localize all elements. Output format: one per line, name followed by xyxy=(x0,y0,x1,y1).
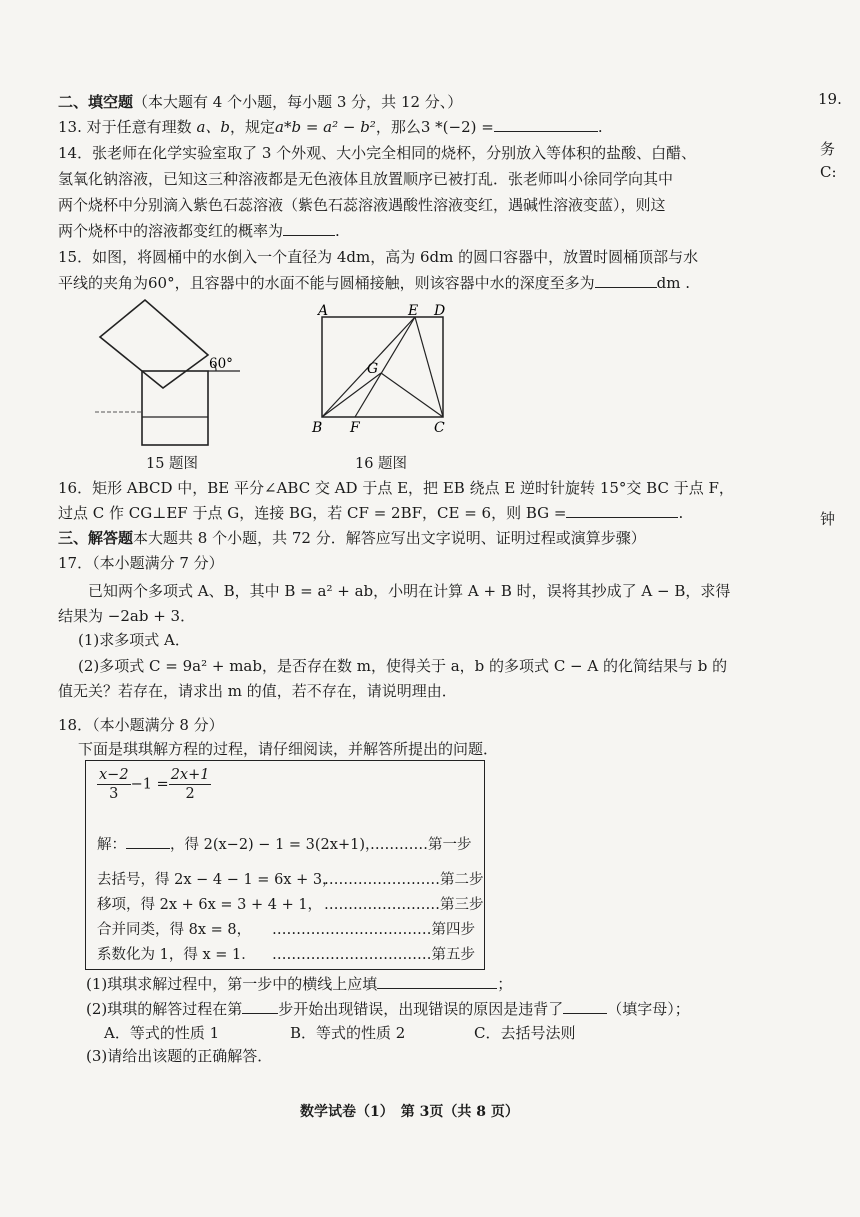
q18-step5-dots: ……………………………第五步 xyxy=(272,947,475,963)
q13-end: . xyxy=(597,118,603,136)
fig15-tilted-barrel xyxy=(100,300,208,388)
q17-line2: 结果为 −2ab + 3． xyxy=(58,607,196,625)
q13-lead: 对于任意有理数 xyxy=(86,118,192,136)
q17-title: 17．（本小题满分 7 分） xyxy=(58,554,224,572)
q18-step1 xyxy=(97,833,379,854)
q18-step4: 合并同类，得 8x = 8， xyxy=(97,922,252,938)
q18-ask2 xyxy=(86,999,690,1019)
fig16-label-E: E xyxy=(408,303,419,319)
figure-16 xyxy=(310,300,460,435)
q18-ask1 xyxy=(86,974,512,994)
fig16-label-A: A xyxy=(318,303,329,319)
q14-end: . xyxy=(335,222,340,240)
q14-answer-blank[interactable] xyxy=(283,221,335,236)
page-footer: 数学试卷（1） 第 3页（共 8 页） xyxy=(300,1104,519,1120)
fig15-container xyxy=(142,371,208,445)
q18-ask1-text: (1)琪琪求解过程中，第一步中的横线上应填 xyxy=(86,975,378,993)
q17-part2-line2: 值无关？若存在，请求出 m 的值，若不存在，请说明理由． xyxy=(58,682,457,700)
q17-part1: (1)求多项式 A． xyxy=(78,631,190,649)
q18-ask2-lead: (2)琪琪的解答过程在第 xyxy=(86,1000,243,1018)
section2-heading-num: 二、填空题 xyxy=(58,93,134,111)
q15-answer-blank[interactable] xyxy=(595,273,657,288)
q14-line2: 氢氧化钠溶液，已知这三种溶液都是无色液体且放置顺序已被打乱．张老师叫小徐同学向其中 xyxy=(58,170,674,188)
q16-line2-text: 过点 C 作 CG⊥EF 于点 G，连接 BG，若 CF = 2BF，CE = 6，则 BG = xyxy=(58,504,567,522)
q18-step3-dots: ……………………第三步 xyxy=(324,897,484,913)
q14-line4-text: 两个烧杯中的溶液都变红的概率为 xyxy=(58,222,284,240)
q13-number: 13. xyxy=(58,118,82,136)
q18-eq-frac-right xyxy=(169,766,212,803)
edge-fragment-low: 钟 xyxy=(820,510,836,528)
q16-line2 xyxy=(58,503,683,523)
q13-rule: a*b = a² − b² xyxy=(275,118,376,136)
q18-step1-lead: 解： xyxy=(97,837,126,853)
q18-eq-mid: −1 = xyxy=(130,776,169,793)
q18-eq-num1: x−2 xyxy=(99,767,129,783)
q15-line2-text: 平线的夹角为60°，且容器中的水面不能与圆桶接触，则该容器中水的深度至多为 xyxy=(58,274,595,292)
q16-answer-blank[interactable] xyxy=(566,503,678,518)
fig16-label-C: C xyxy=(434,420,445,435)
section3-heading xyxy=(58,528,646,548)
q18-eq-den1: 3 xyxy=(109,786,119,802)
q18-step1-eq: ，得 2(x−2) − 1 = 3(2x+1)， xyxy=(170,837,380,853)
q16-end: . xyxy=(678,504,684,522)
q17-line1: 已知两个多项式 A、B，其中 B = a² + ab，小明在计算 A + B 时，误将其抄成了 A − B，求得 xyxy=(88,582,731,600)
fig16-caption: 16 题图 xyxy=(355,456,408,472)
q15-line2 xyxy=(58,273,690,293)
q18-eq-num2: 2x+1 xyxy=(170,767,210,783)
q18-ask2-step-blank[interactable] xyxy=(242,999,278,1014)
section3-heading-num: 三、解答题 xyxy=(58,529,134,547)
q13-vars: a、b xyxy=(196,118,230,136)
q13-expr: 3 *(−2) = xyxy=(420,118,494,136)
q15-unit: dm . xyxy=(656,274,690,292)
section3-heading-rest: 本大题共 8 个小题，共 72 分．解答应写出文字说明、证明过程或演算步骤） xyxy=(133,529,646,547)
edge-fragment-mid2: C: xyxy=(820,163,837,181)
section2-heading xyxy=(58,92,462,112)
figure-15 xyxy=(90,295,270,455)
fig16-seg-BG xyxy=(322,373,381,417)
q18-ask2-letter-blank[interactable] xyxy=(563,999,607,1014)
fig16-label-F: F xyxy=(350,420,360,435)
question-13 xyxy=(58,117,603,137)
q18-option-c: C．去括号法则 xyxy=(474,1024,576,1042)
q18-eq-den2: 2 xyxy=(185,786,195,802)
edge-fragment-top: 19. xyxy=(818,90,842,108)
fig16-label-G: G xyxy=(367,361,379,377)
q14-line3: 两个烧杯中分别滴入紫色石蕊溶液（紫色石蕊溶液遇酸性溶液变红，遇碱性溶液变蓝），则这 xyxy=(58,196,666,214)
q18-intro: 下面是琪琪解方程的过程，请仔细阅读，并解答所提出的问题． xyxy=(78,740,499,758)
fig16-label-D: D xyxy=(434,303,446,319)
q18-option-a: A．等式的性质 1 xyxy=(104,1024,220,1042)
q16-line1: 16．矩形 ABCD 中，BE 平分∠ABC 交 AD 于点 E，把 EB 绕点 E 逆时针旋转 15°交 BC 于点 F， xyxy=(58,479,734,497)
q18-step2-dots: ……………………第二步 xyxy=(324,872,484,888)
q18-ask2-mid: 步开始出现错误，出现错误的原因是违背了 xyxy=(278,1000,564,1018)
q18-step1-blank[interactable] xyxy=(126,834,170,849)
q15-line1: 15．如图，将圆桶中的水倒入一个直径为 4dm，高为 6dm 的圆口容器中，放置时圆桶顶部与水 xyxy=(58,248,699,266)
q17-part2-line1: (2)多项式 C = 9a² + mab，是否存在数 m，使得关于 a，b 的多项式 C − A 的化简结果与 b 的 xyxy=(78,657,728,675)
q13-tail: ，那么 xyxy=(375,118,421,136)
fig15-caption: 15 题图 xyxy=(146,456,199,472)
q18-step5: 系数化为 1，得 x = 1． xyxy=(97,947,256,963)
fig16-label-B: B xyxy=(312,420,323,435)
q14-line1: 14．张老师在化学实验室取了 3 个外观、大小完全相同的烧杯，分别放入等体积的盐酸、白醋、 xyxy=(58,144,697,162)
fig16-rectangle xyxy=(322,317,443,417)
q18-eq-frac-left xyxy=(97,766,131,803)
q18-title: 18．（本小题满分 8 分） xyxy=(58,716,224,734)
q18-ask3: (3)请给出该题的正确解答． xyxy=(86,1047,273,1065)
q13-answer-blank[interactable] xyxy=(494,117,598,132)
fig16-seg-EC xyxy=(415,317,443,417)
q18-ask1-end: ； xyxy=(497,975,513,993)
q18-step2: 去括号，得 2x − 4 − 1 = 6x + 3， xyxy=(97,872,337,888)
q18-step4-dots: ……………………………第四步 xyxy=(272,922,475,938)
section2-heading-rest: （本大题有 4 个小题，每小题 3 分，共 12 分、） xyxy=(133,93,463,111)
q13-rule-text: ，规定 xyxy=(229,118,275,136)
q18-ask2-tail: （填字母）； xyxy=(607,1000,690,1018)
q18-ask1-blank[interactable] xyxy=(377,974,497,989)
fig16-seg-CG xyxy=(381,373,443,417)
q14-line4 xyxy=(58,221,340,241)
q18-step3: 移项，得 2x + 6x = 3 + 4 + 1， xyxy=(97,897,323,913)
q18-equation xyxy=(97,766,211,803)
fig16-seg-EF xyxy=(355,317,415,417)
fig15-angle-label: 60° xyxy=(209,356,233,372)
edge-fragment-mid1: 务 xyxy=(820,140,836,158)
q18-option-b: B．等式的性质 2 xyxy=(290,1024,406,1042)
q18-step1-dots: …………第一步 xyxy=(370,837,472,853)
